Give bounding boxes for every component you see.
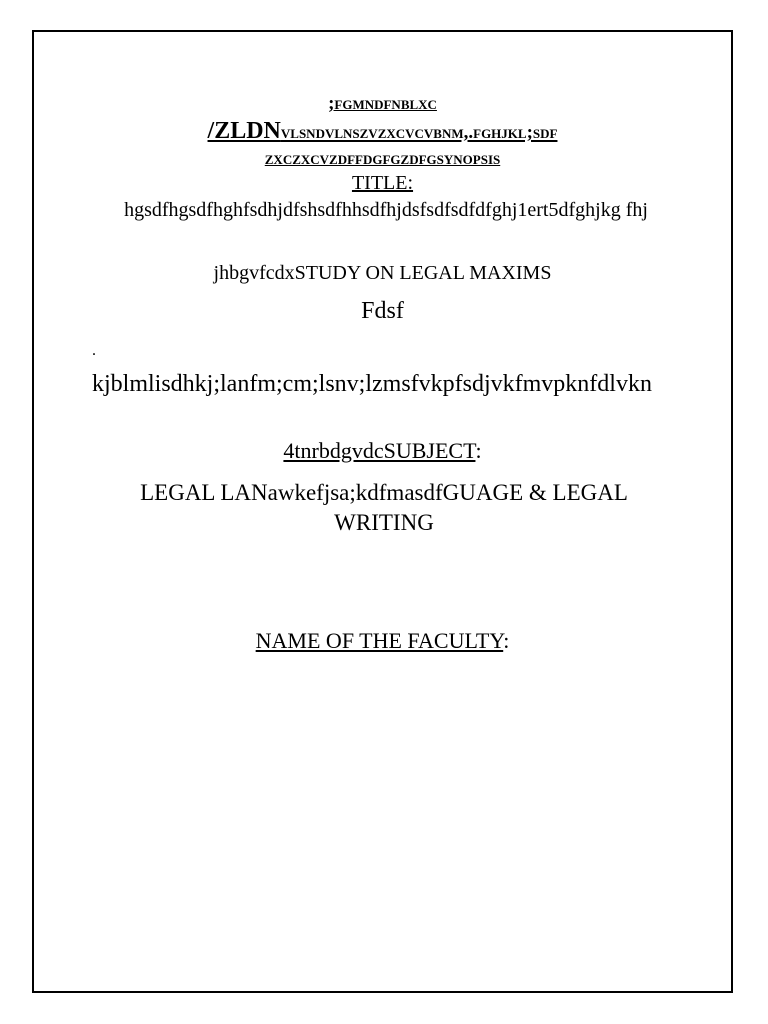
title-label-text: TITLE: <box>351 172 414 194</box>
subject-text: LEGAL LANawkefjsa;kdfmasdfGUAGE & LEGAL WRITING <box>140 480 628 535</box>
subject-line <box>34 438 731 464</box>
subject-colon: : <box>475 438 482 463</box>
heading-line-1: ;fgmndfnblxc <box>328 93 437 114</box>
faculty-label: NAME OF THE FACULTY <box>255 628 504 653</box>
study-line: jhbgvfcdxSTUDY ON LEGAL MAXIMS <box>213 262 552 284</box>
dot-mark: . <box>92 342 96 359</box>
subject-label: 4tnrbdgvdcSUBJECT <box>283 438 476 463</box>
heading-line-3: zxczxcvzdffdgfgzdfgsynopsis <box>264 148 501 169</box>
faculty-line <box>34 628 731 654</box>
title-label <box>34 172 731 195</box>
body-paragraph: kjblmlisdhkj;lanfm;cm;lsnv;lzmsfvkpfsdjvkfmvpknfdlvkn <box>92 371 652 397</box>
title-text: hgsdfhgsdfhghfsdhjdfshsdfhhsdfhjdsfsdfsdfdfghj1ert5dfghjkg fhj <box>124 199 648 221</box>
heading-line-2 <box>34 118 731 145</box>
heading-line-2-rest: vlsndvlnszvzxcvcvbnm,.fghjkl;sdf <box>280 122 558 143</box>
faculty-colon: : <box>503 628 510 653</box>
fdsf-line: Fdsf <box>361 298 404 324</box>
heading-line-2-main: /ZLDN <box>207 118 281 144</box>
